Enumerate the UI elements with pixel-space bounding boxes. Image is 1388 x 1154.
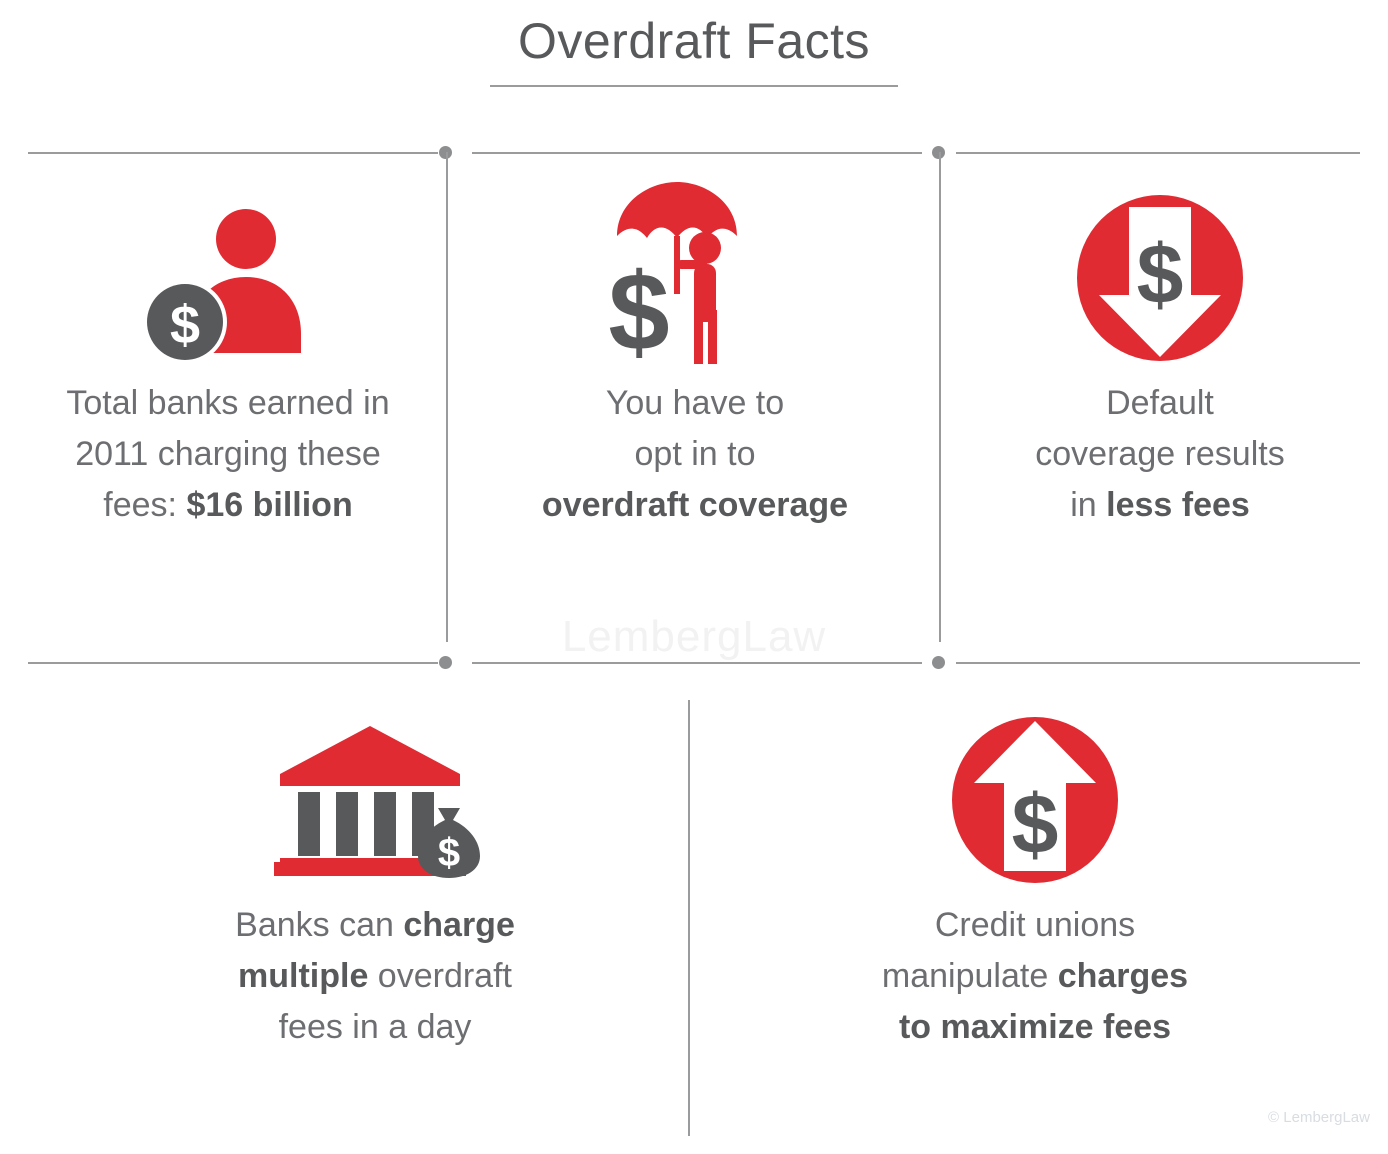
fact-caption-multiple-fees <box>160 900 590 1053</box>
caption-emphasis: to maximize fees <box>898 1008 1172 1046</box>
divider-mid-mid <box>472 662 922 664</box>
divider-top-right <box>956 152 1360 154</box>
svg-text:$: $ <box>437 831 461 875</box>
fact-card-default-coverage <box>950 178 1370 531</box>
caption-line: You have to <box>605 384 785 422</box>
divider-vertical-top-right <box>939 152 941 642</box>
fact-card-credit-unions <box>820 700 1250 1053</box>
up-arrow-dollar-circle-icon <box>820 700 1250 900</box>
watermark-text: LembergLaw <box>561 612 827 661</box>
divider-vertical-bottom <box>688 700 690 1136</box>
fact-caption-bank-earnings <box>18 378 438 531</box>
caption-line: Banks can <box>235 906 404 944</box>
divider-dot-mid-left <box>439 656 452 669</box>
caption-line: in <box>1070 486 1107 524</box>
svg-text:$: $ <box>169 294 201 355</box>
caption-line: overdraft <box>368 957 512 995</box>
divider-dot-mid-right <box>932 656 945 669</box>
caption-line: fees: <box>103 486 187 524</box>
caption-emphasis: charge <box>403 906 515 944</box>
divider-top-mid <box>472 152 922 154</box>
fact-caption-default-coverage <box>950 378 1370 531</box>
caption-line: manipulate <box>881 957 1058 995</box>
copyright-notice: © LembergLaw <box>1268 1109 1370 1126</box>
caption-emphasis: overdraft coverage <box>541 486 849 524</box>
divider-top-left <box>28 152 438 154</box>
down-arrow-dollar-circle-icon <box>950 178 1370 378</box>
caption-emphasis: less fees <box>1106 486 1250 524</box>
fact-card-bank-earnings <box>18 178 438 531</box>
caption-emphasis: multiple <box>238 957 369 995</box>
caption-emphasis: charges <box>1057 957 1189 995</box>
person-with-dollar-coin-icon <box>18 178 438 378</box>
fact-card-multiple-fees <box>160 700 590 1053</box>
fact-caption-opt-in <box>480 378 910 531</box>
divider-vertical-top-left <box>446 152 448 642</box>
fact-card-opt-in <box>480 178 910 531</box>
svg-text:$: $ <box>1011 776 1058 871</box>
caption-line: opt in to <box>634 435 756 473</box>
caption-line: 2011 charging these <box>75 435 381 473</box>
page-title: Overdraft Facts <box>490 14 898 87</box>
caption-line: coverage results <box>1035 435 1285 473</box>
caption-line: Credit unions <box>934 906 1136 944</box>
divider-mid-left <box>28 662 438 664</box>
fact-caption-credit-unions <box>820 900 1250 1053</box>
divider-mid-right <box>956 662 1360 664</box>
person-with-umbrella-dollar-icon <box>480 178 910 378</box>
caption-line: Default <box>1106 384 1214 422</box>
svg-text:$: $ <box>608 251 670 374</box>
page-title-container <box>0 14 1388 87</box>
bank-building-money-bag-icon <box>160 700 590 900</box>
caption-emphasis: $16 billion <box>186 486 353 524</box>
caption-line: fees in a day <box>278 1008 472 1046</box>
svg-text:$: $ <box>1136 226 1183 321</box>
caption-line: Total banks earned in <box>66 384 390 422</box>
